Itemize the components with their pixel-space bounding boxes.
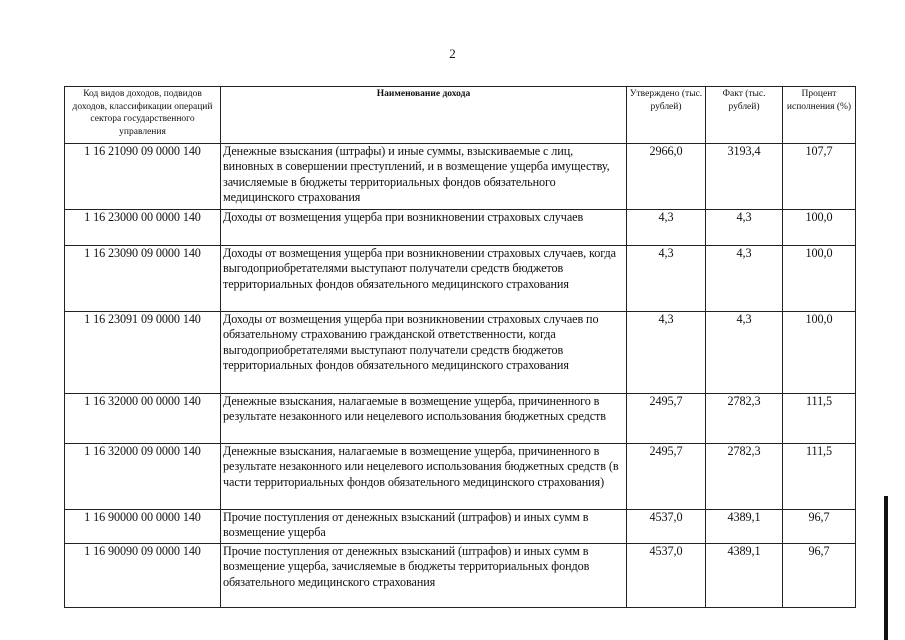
header-code: Код видов доходов, подвидов доходов, классификации операций сектора государственного управления [65,87,221,144]
row-percent: 96,7 [783,544,856,608]
row-name: Прочие поступления от денежных взысканий (штрафов) и иных сумм в возмещение ущерба, зачисляемые в бюджеты территориальных фондов обязательного медицинского страхования [221,544,627,608]
header-approved: Утверждено (тыс. рублей) [627,87,706,144]
table-row [65,544,856,608]
row-name: Денежные взыскания, налагаемые в возмещение ущерба, причиненного в результате незаконного или нецелевого использования бюджетных средств (в части территориальных фондов обязательного медицинского страхования) [221,444,627,510]
row-name: Доходы от возмещения ущерба при возникновении страховых случаев по обязательному страхованию гражданской ответственности, когда выгодоприобретателями выступают получатели средств бюджетов территориальных фондов обязательного медицинского страхования [221,312,627,394]
row-name: Денежные взыскания, налагаемые в возмещение ущерба, причиненного в результате незаконного или нецелевого использования бюджетных средств [221,394,627,444]
row-code: 1 16 90090 09 0000 140 [65,544,221,608]
row-percent: 100,0 [783,246,856,312]
row-fact: 4,3 [706,312,783,394]
row-name: Доходы от возмещения ущерба при возникновении страховых случаев [221,210,627,246]
header-name: Наименование дохода [221,87,627,144]
row-approved: 4,3 [627,312,706,394]
row-fact: 3193,4 [706,144,783,210]
table-header-row [65,87,856,144]
table-row [65,246,856,312]
table-row [65,510,856,544]
row-name: Доходы от возмещения ущерба при возникновении страховых случаев, когда выгодоприобретателями выступают получатели средств бюджетов территориальных фондов обязательного медицинского страхования [221,246,627,312]
header-percent: Процент исполнения (%) [783,87,856,144]
row-percent: 107,7 [783,144,856,210]
row-approved: 4,3 [627,210,706,246]
row-approved: 2966,0 [627,144,706,210]
row-code: 1 16 23090 09 0000 140 [65,246,221,312]
row-approved: 4537,0 [627,544,706,608]
table-row [65,394,856,444]
table-row [65,210,856,246]
scan-edge-line [884,496,888,640]
row-fact: 2782,3 [706,444,783,510]
row-fact: 4389,1 [706,510,783,544]
table-row [65,312,856,394]
row-name: Денежные взыскания (штрафы) и иные суммы, взыскиваемые с лиц, виновных в совершении преступлений, и в возмещение ущерба имуществу, зачисляемые в бюджеты территориальных фондов обязательного медицинского страхования [221,144,627,210]
row-approved: 2495,7 [627,394,706,444]
row-fact: 4389,1 [706,544,783,608]
row-code: 1 16 23000 00 0000 140 [65,210,221,246]
income-table [64,86,856,608]
row-percent: 100,0 [783,312,856,394]
page-number: 2 [449,46,456,61]
row-name: Прочие поступления от денежных взысканий (штрафов) и иных сумм в возмещение ущерба [221,510,627,544]
row-code: 1 16 32000 09 0000 140 [65,444,221,510]
row-approved: 2495,7 [627,444,706,510]
row-percent: 100,0 [783,210,856,246]
row-percent: 111,5 [783,444,856,510]
row-code: 1 16 23091 09 0000 140 [65,312,221,394]
table-row [65,444,856,510]
row-percent: 111,5 [783,394,856,444]
row-code: 1 16 21090 09 0000 140 [65,144,221,210]
row-fact: 2782,3 [706,394,783,444]
header-fact: Факт (тыс. рублей) [706,87,783,144]
row-percent: 96,7 [783,510,856,544]
row-fact: 4,3 [706,246,783,312]
row-code: 1 16 32000 00 0000 140 [65,394,221,444]
row-approved: 4537,0 [627,510,706,544]
row-code: 1 16 90000 00 0000 140 [65,510,221,544]
table-row [65,144,856,210]
row-fact: 4,3 [706,210,783,246]
row-approved: 4,3 [627,246,706,312]
